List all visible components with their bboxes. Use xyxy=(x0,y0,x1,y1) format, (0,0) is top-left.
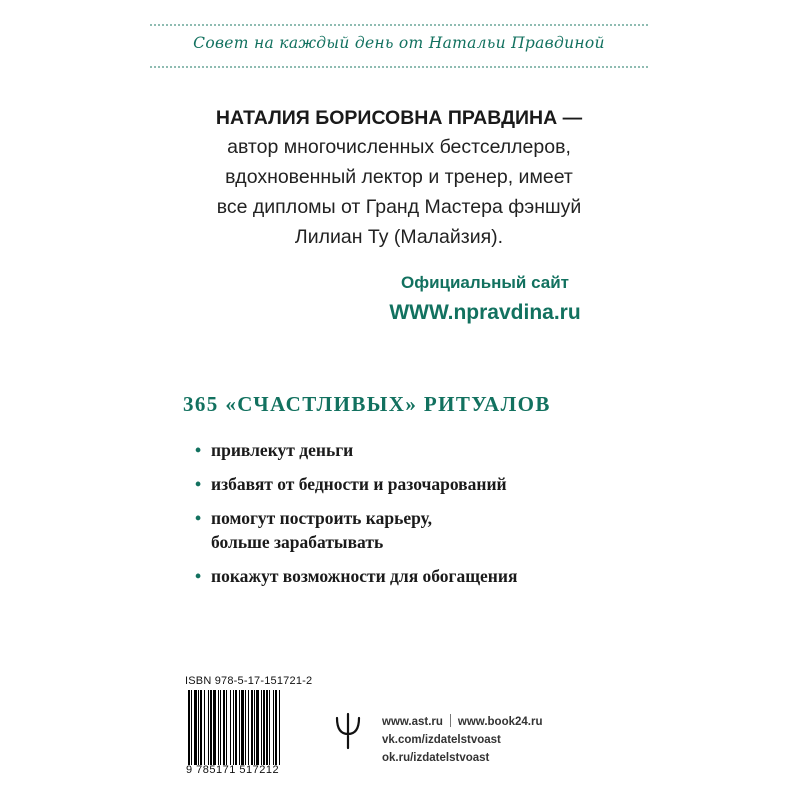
ok-link[interactable]: ok.ru/izdatelstvoast xyxy=(382,752,490,764)
author-block xyxy=(150,104,648,252)
benefits-list xyxy=(195,438,635,598)
bullet-icon: • xyxy=(195,508,202,528)
links-row xyxy=(382,713,542,731)
ast-link[interactable]: www.ast.ru xyxy=(382,716,443,728)
list-item xyxy=(195,506,635,554)
rituals-heading: 365 «СЧАСТЛИВЫХ» РИТУАЛОВ xyxy=(183,392,551,416)
vk-link[interactable]: vk.com/izdatelstvoast xyxy=(382,734,501,746)
author-bio-line: Лилиан Ту (Малайзия). xyxy=(294,226,504,248)
bullet-icon: • xyxy=(195,440,202,460)
book-back-cover xyxy=(150,0,648,800)
bullet-icon: • xyxy=(195,474,202,494)
list-item-text: избавят от бедности и разочарований xyxy=(211,474,507,494)
official-site-block xyxy=(350,272,620,329)
bullet-icon: • xyxy=(195,566,202,586)
isbn-text: ISBN 978-5-17-151721-2 xyxy=(185,675,313,687)
barcode-icon xyxy=(186,690,310,765)
list-item-text-continued: больше зарабатывать xyxy=(211,532,384,552)
book24-link[interactable]: www.book24.ru xyxy=(457,716,543,728)
barcode-digits: 9 785171 517212 xyxy=(186,764,280,776)
series-dotted-rule xyxy=(150,66,648,68)
author-name: НАТАЛИЯ БОРИСОВНА ПРАВДИНА — xyxy=(215,107,583,129)
author-bio-line: все дипломы от Гранд Мастера фэншуй xyxy=(216,196,582,218)
top-dotted-rule xyxy=(150,24,648,26)
author-bio-line: вдохновенный лектор и тренер, имеет xyxy=(225,166,573,188)
publisher-links xyxy=(382,713,542,767)
list-item-text: помогут построить карьеру, xyxy=(211,508,433,528)
series-title: Совет на каждый день от Натальи Правдиной xyxy=(193,34,605,52)
list-item-text: покажут возможности для обогащения xyxy=(211,566,518,586)
author-bio-line: автор многочисленных бестселлеров, xyxy=(227,136,571,158)
list-item xyxy=(195,438,635,462)
link-separator xyxy=(450,714,451,727)
publisher-logo-icon xyxy=(334,710,362,750)
official-site-url[interactable]: WWW.npravdina.ru xyxy=(389,301,581,324)
list-item-text: привлекут деньги xyxy=(211,440,354,460)
official-site-label: Официальный сайт xyxy=(400,273,569,292)
list-item xyxy=(195,472,635,496)
list-item xyxy=(195,564,635,588)
